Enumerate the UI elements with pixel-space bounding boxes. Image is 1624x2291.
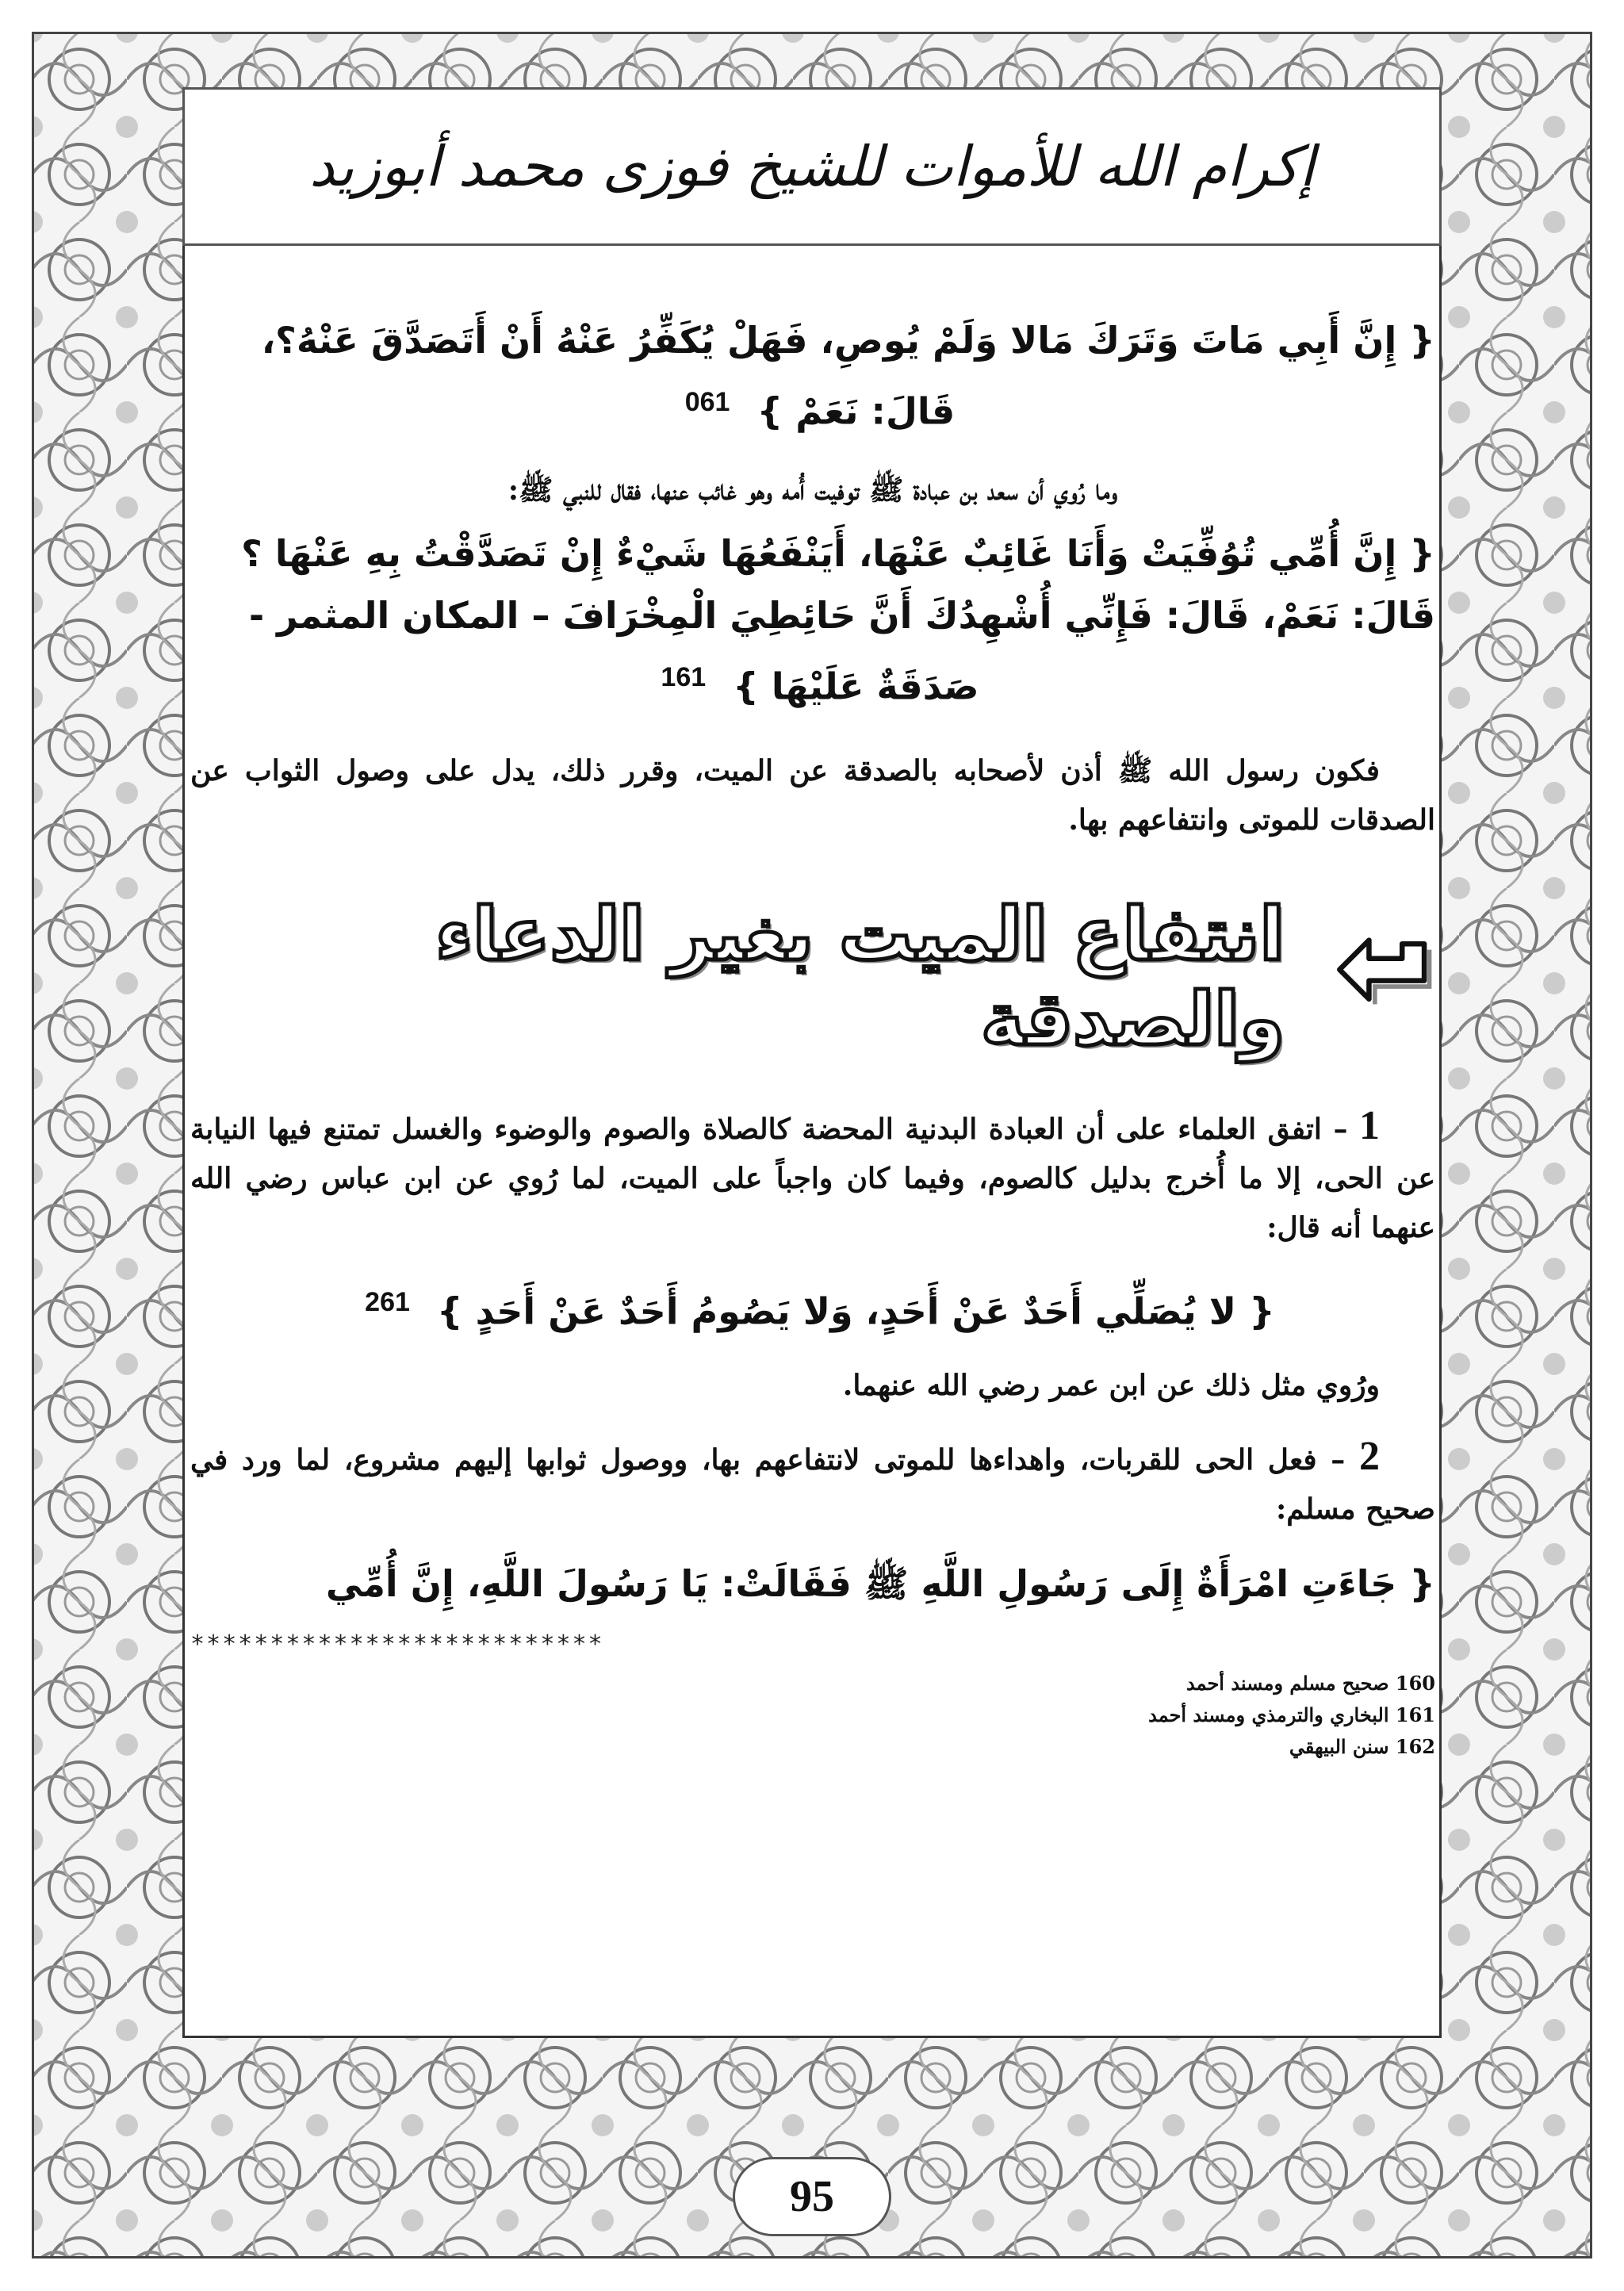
hadith-1-line-1: { إِنَّ أَبِي مَاتَ وَتَرَكَ مَالا وَلَمْ يُوصِ، فَهَلْ يُكَفِّرُ عَنْهُ أَنْ أَتَصَدَّقَ عَنْهُ؟،	[261, 319, 1435, 362]
footnote-separator: **************************	[190, 1630, 604, 1658]
hadith-1-line-2	[190, 371, 1435, 442]
commentary-paragraph: فكون رسول الله ﷺ أذن لأصحابه بالصدقة عن الميت، وقرر ذلك، يدل على وصول الثواب عن الصدقات للموتى وانتفاعهم بها.	[190, 753, 1435, 837]
narration-paragraph: ورُوي مثل ذلك عن ابن عمر رضي الله عنهما.	[842, 1368, 1380, 1402]
footnote-160: 160 صحيح مسلم ومسند أحمد	[1186, 1671, 1435, 1695]
hadith-4: { جَاءَتِ امْرَأَةٌ إِلَى رَسُولِ اللَّهِ ﷺ فَقَالَتْ: يَا رَسُولَ اللَّهِ، إِنَّ أُمِّي	[325, 1561, 1435, 1605]
section-heading-row	[190, 892, 1435, 1062]
page-content	[190, 309, 1435, 1763]
list-item-1-text: – اتفق العلماء على أن العبادة البدنية المحضة كالصلاة والصوم والوضوء والغسل تمتنع فيها النيابة عن الحى، إلا ما أُخرج بدليل كالصوم، وفيما كان واجباً على الميت، لما رُوي عن ابن عباس رضي الله عنهما أنه قال:	[190, 1112, 1435, 1244]
intro-paragraph: وما رُوي أن سعد بن عبادة ﷺ توفيت أُمه وهو غائب عنها، فقال للنبي ﷺ:	[508, 473, 1118, 508]
page-number: 95	[790, 2172, 834, 2221]
list-item-2	[190, 1432, 1435, 1534]
hadith-1-reference: 061	[684, 387, 730, 417]
arrow-bullet-icon	[1332, 933, 1435, 1021]
hadith-2-line-3	[190, 646, 1435, 717]
hadith-2-line-2: قَالَ: نَعَمْ، قَالَ: فَإِنِّي أُشْهِدُكَ أَنَّ حَائِطِيَ الْمِخْرَافَ – المكان المثمر -	[249, 594, 1435, 638]
footnote-162: 162 سنن البيهقي	[1289, 1734, 1435, 1758]
hadith-3-reference: 261	[365, 1286, 410, 1317]
page-title: إكرام الله للأموات للشيخ فوزى محمد أبوزيد	[309, 134, 1315, 199]
list-item-1-number: 1	[1359, 1102, 1380, 1148]
hadith-2-reference: 161	[661, 662, 707, 693]
hadith-1-line-2-text: قَالَ: نَعَمْ }	[756, 389, 956, 433]
page-number-badge	[733, 2157, 891, 2236]
hadith-3-text: { لا يُصَلِّي أَحَدٌ عَنْ أَحَدٍ، وَلا يَصُومُ أَحَدٌ عَنْ أَحَدٍ }	[436, 1289, 1275, 1332]
hadith-3	[190, 1271, 1435, 1342]
list-item-2-text: – فعل الحى للقربات، واهداءها للموتى لانتفاعهم بها، ووصول ثوابها إليهم مشروع، لما ورد في صحيح مسلم:	[190, 1442, 1435, 1526]
page-header	[182, 87, 1442, 246]
footnote-161: 161 البخاري والترمذي ومسند أحمد	[1148, 1703, 1435, 1726]
hadith-2-line-3-text: صَدَقَةٌ عَلَيْهَا }	[733, 665, 979, 708]
list-item-1	[190, 1101, 1435, 1252]
section-heading: انتفاع الميت بغير الدعاء والصدقة	[435, 891, 1285, 1062]
hadith-2-line-1: { إِنَّ أُمِّي تُوُفِّيَتْ وَأَنَا غَائِبٌ عَنْهَا، أَيَنْفَعُهَا شَيْءٌ إِنْ تَصَدَّقْتُ بِهِ عَنْهَا ؟	[241, 532, 1435, 576]
list-item-2-number: 2	[1358, 1433, 1380, 1479]
